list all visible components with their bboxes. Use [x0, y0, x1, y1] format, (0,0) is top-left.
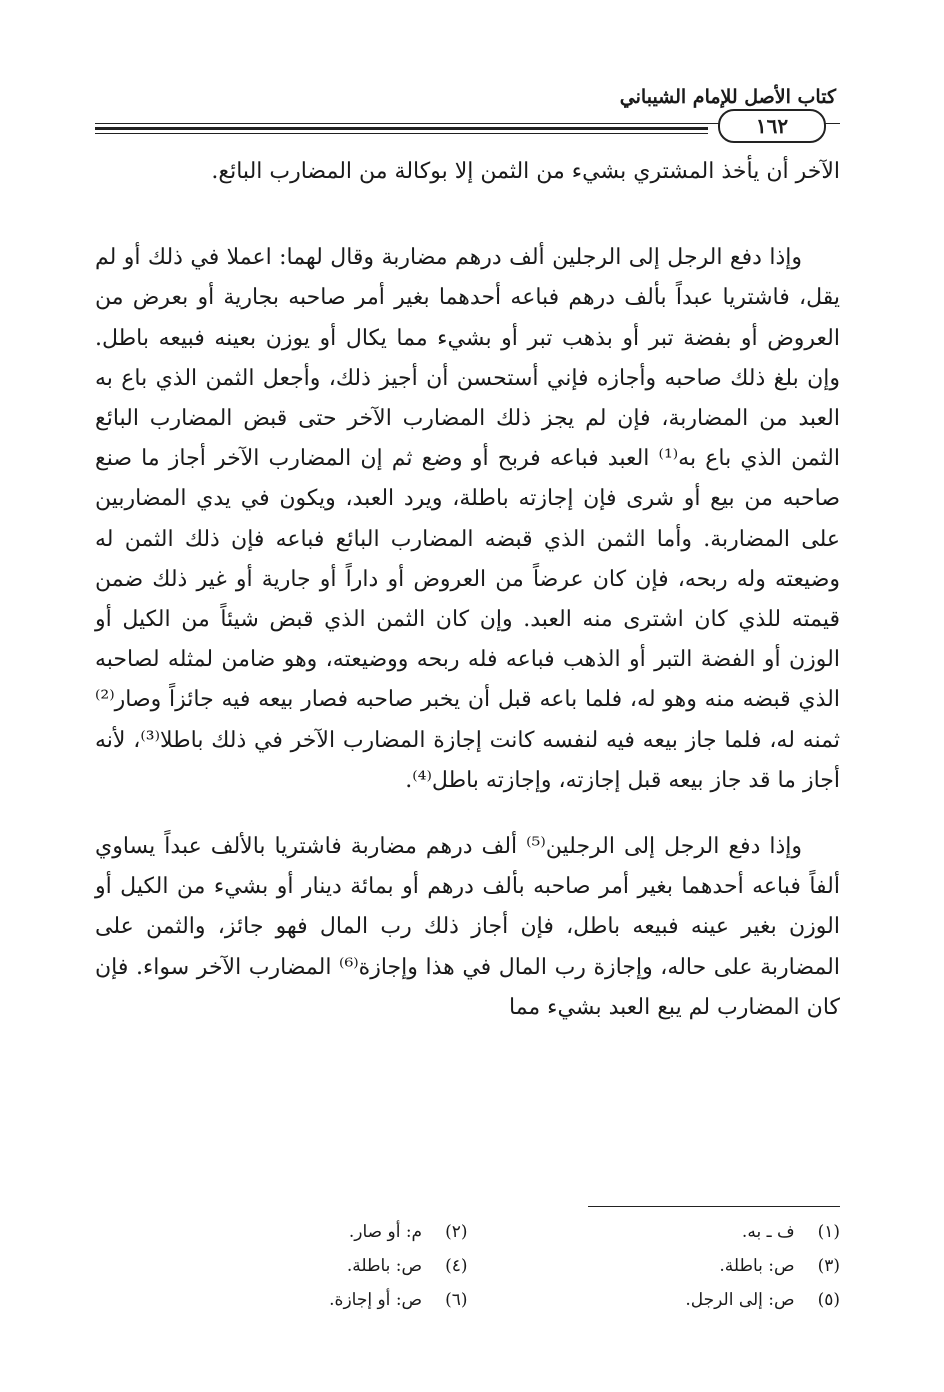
footnote-number: (١)	[817, 1222, 840, 1242]
footnote-row	[95, 1249, 840, 1283]
paragraph: الآخر أن يأخذ المشتري بشيء من الثمن إلا بوكالة من المضارب البائع.	[211, 159, 840, 184]
footnote	[468, 1215, 841, 1249]
footnote-number: (٥)	[817, 1290, 840, 1310]
header-rule-double	[95, 133, 708, 134]
footnotes	[95, 1215, 840, 1317]
footnote-separator	[588, 1206, 840, 1207]
book-title: كتاب الأصل للإمام الشيباني	[619, 86, 836, 108]
footnote-text: ص: باطلة.	[719, 1256, 795, 1276]
footnote-number: (٢)	[445, 1222, 468, 1242]
footnote-row	[95, 1215, 840, 1249]
footnote	[95, 1215, 468, 1249]
footnote-row	[95, 1283, 840, 1317]
footnote	[468, 1283, 841, 1317]
page-number: ١٦٢	[718, 109, 826, 143]
header-rule-thick	[95, 127, 708, 130]
footnote-number: (٦)	[445, 1290, 468, 1310]
footnote	[468, 1249, 841, 1283]
paragraph: وإذا دفع الرجل إلى الرجلين ألف درهم مضاربة وقال لهما: اعملا في ذلك أو لم يقل، فاشتريا عبداً بألف درهم فباعه أحدهما بغير أمر صاحبه بجارية أو بعرض من العروض أو بفضة تبر أو بذهب تبر أو بشيء مما يكال أو يوزن بعينه فبيعه باطل. وإن بلغ ذلك صاحبه وأجازه فإني أستحسن أن أجيز ذلك، وأجعل الثمن الذي باع به العبد من المضاربة، فإن لم يجز ذلك المضارب الآخر حتى قبض المضارب البائع الثمن الذي باع به⁽¹⁾ العبد فباعه فربح أو وضع ثم إن المضارب الآخر أجاز ما صنع صاحبه من بيع أو شرى فإن إجازته باطلة، ويرد العبد، ويكون في يدي المضاربين على المضاربة. وأما الثمن الذي قبضه المضارب البائع فباعه فإن ذلك الثمن له وضيعته وله ربحه، فإن كان عرضاً من العروض أو داراً أو جارية أو غير ذلك ضمن قيمته للذي كان اشترى منه العبد. وإن كان الثمن الذي قبض شيئاً من الكيل أو الوزن أو الفضة التبر أو الذهب فباعه فله ربحه ووضيعته، وهو ضامن لمثله لصاحبه الذي قبضه منه وهو له، فلما باعه قبل أن يخبر صاحبه فصار بيعه فيه جائزاً وصار⁽²⁾ ثمنه له، فلما جاز بيعه فيه لنفسه كانت إجازة المضارب الآخر في ذلك باطلا⁽³⁾، لأنه أجاز ما قد جاز بيعه قبل إجازته، وإجازته باطل⁽⁴⁾.	[95, 245, 840, 793]
paragraph: وإذا دفع الرجل إلى الرجلين⁽⁵⁾ ألف درهم مضاربة فاشتريا بالألف عبداً يساوي ألفاً فباعه أحدهما بغير أمر صاحبه بألف درهم أو بمائة دينار أو بشيء من الكيل أو الوزن بغير عينه فبيعه باطل، فإن أجاز ذلك رب المال فهو جائز، والثمن على المضاربة على حاله، وإجازة رب المال في هذا وإجازة⁽⁶⁾ المضارب الآخر سواء. فإن كان المضارب لم يبع العبد بشيء مما	[95, 834, 840, 1020]
footnote-number: (٣)	[817, 1256, 840, 1276]
page-header	[95, 78, 840, 148]
main-text	[95, 152, 840, 1028]
footnote-text: ص: إلى الرجل.	[685, 1290, 795, 1310]
footnote	[95, 1283, 468, 1317]
footnote-number: (٤)	[445, 1256, 468, 1276]
footnote-text: ص: باطلة.	[346, 1256, 423, 1276]
footnote-text: ص: أو إجازة.	[329, 1290, 423, 1310]
footnote	[95, 1249, 468, 1283]
footnote-text: ف ـ به.	[741, 1222, 795, 1242]
footnote-text: م: أو صار.	[348, 1222, 423, 1242]
